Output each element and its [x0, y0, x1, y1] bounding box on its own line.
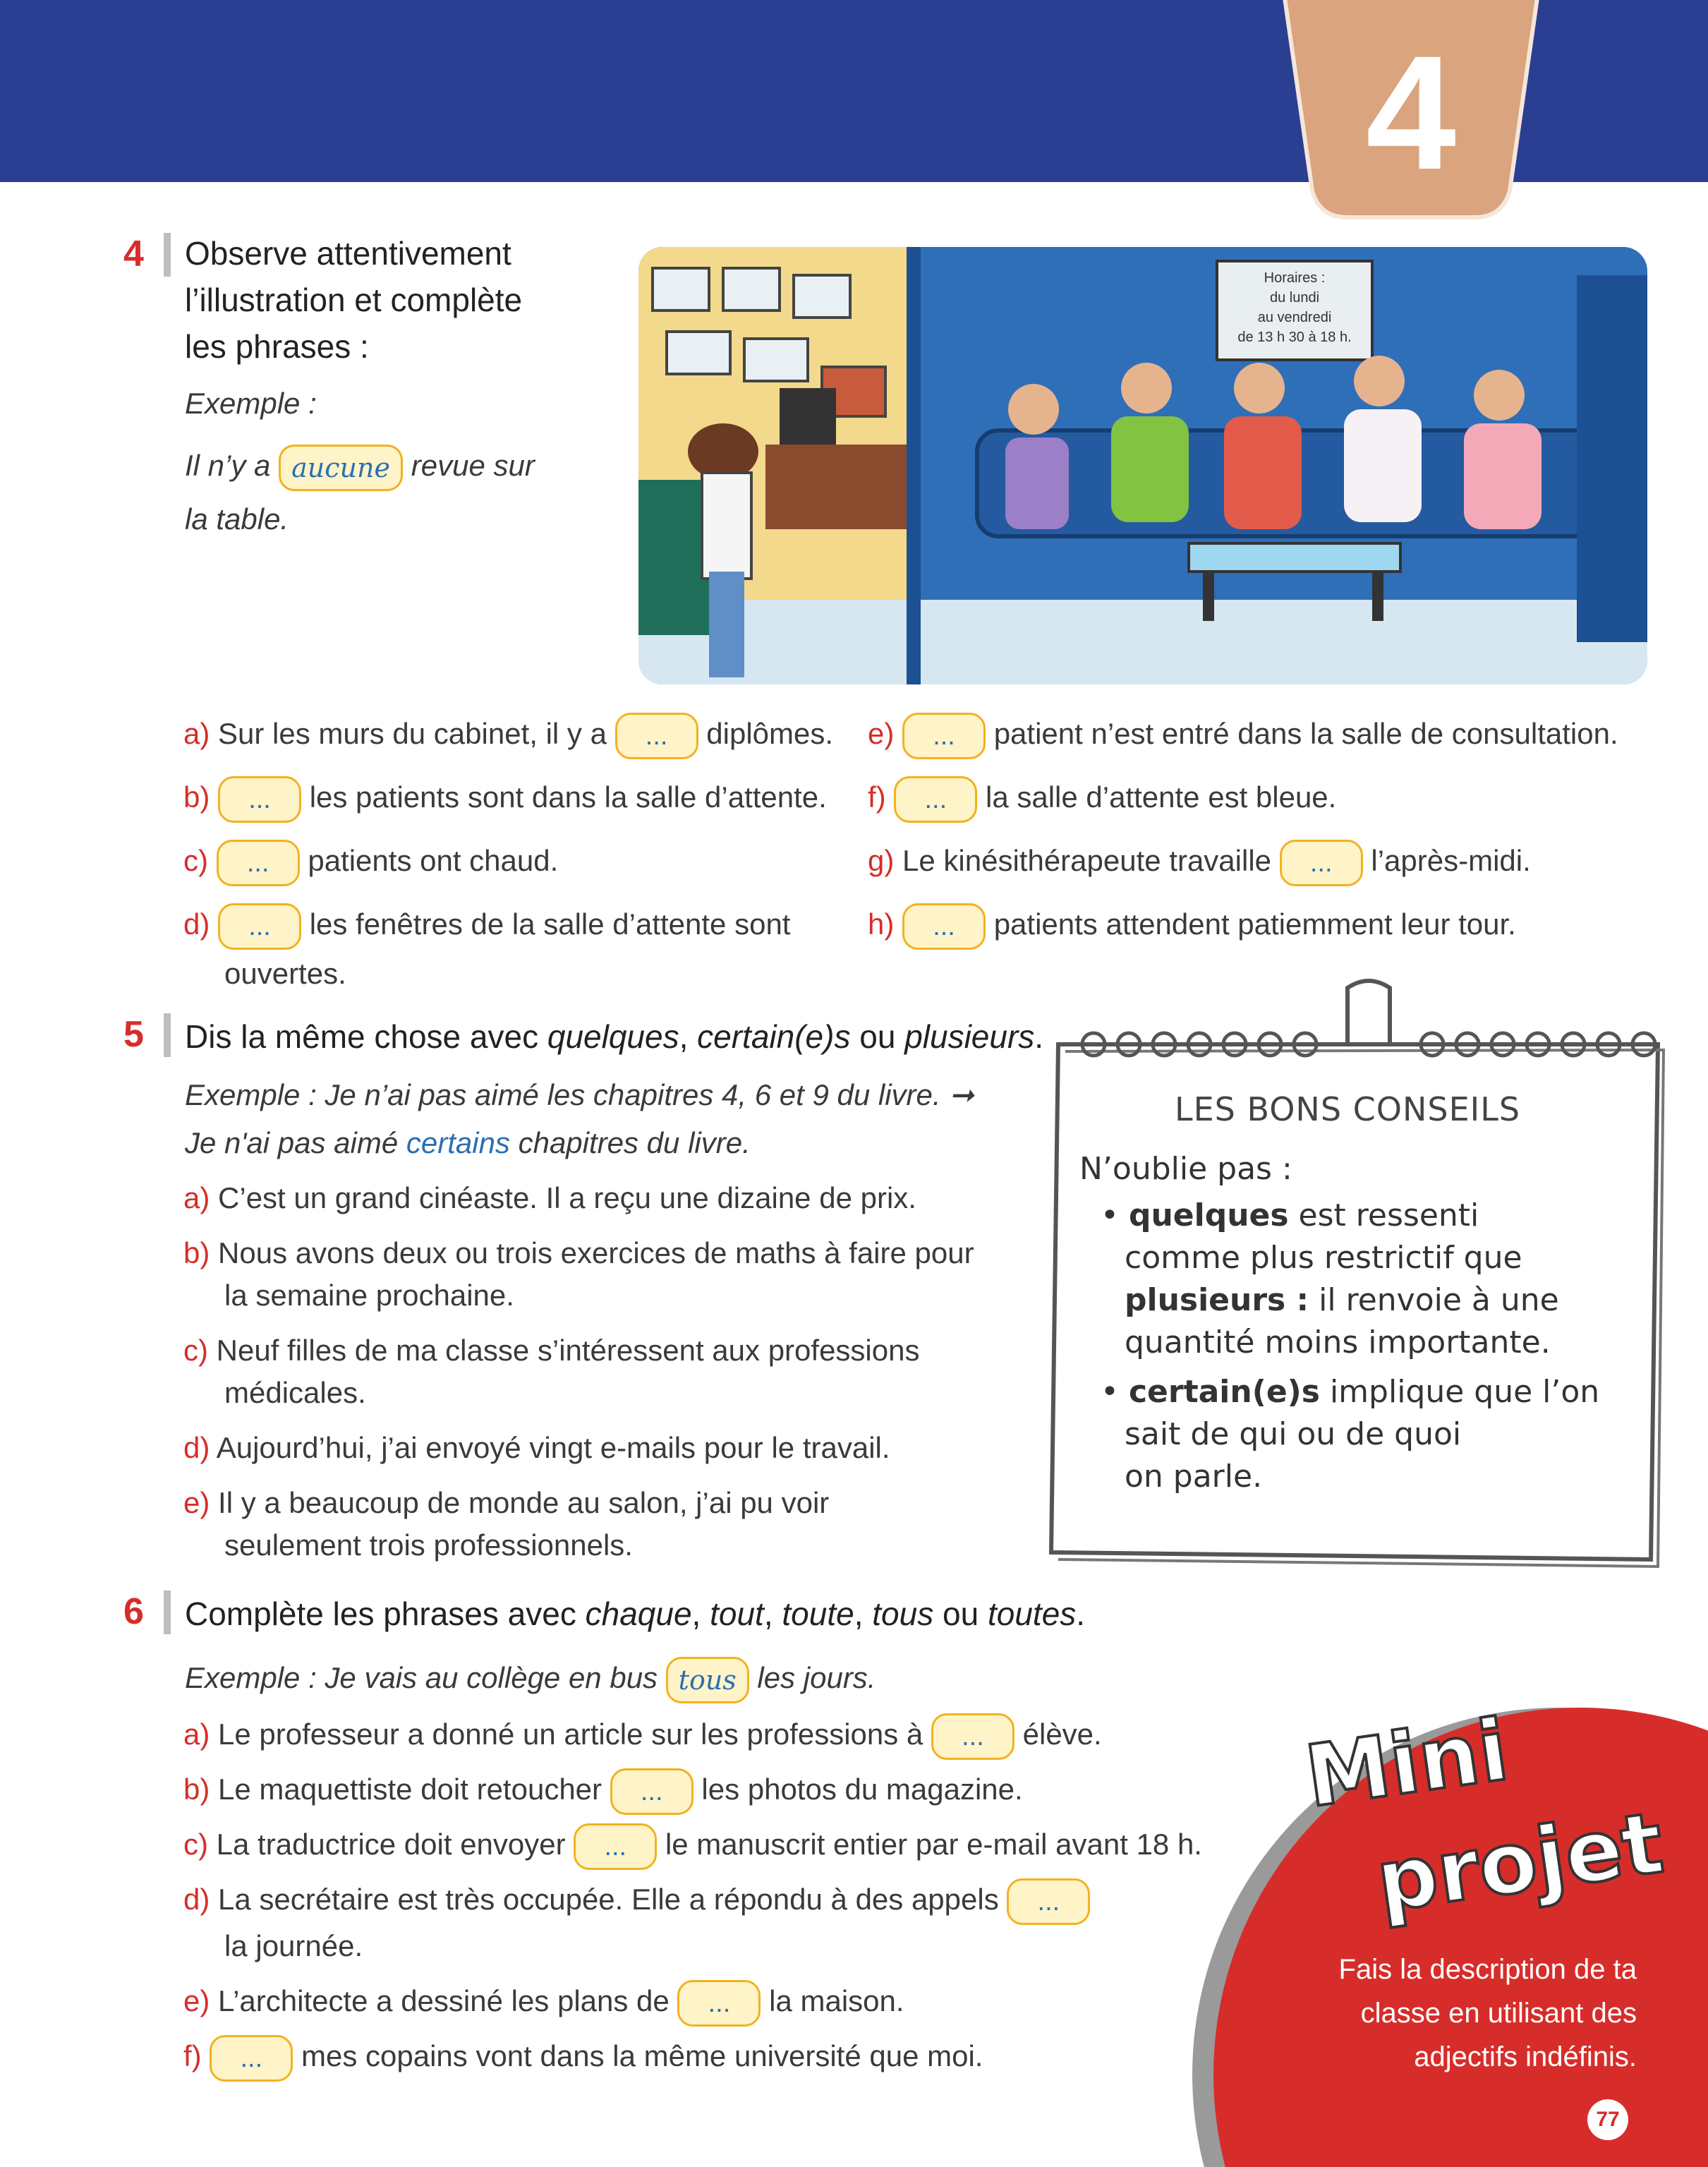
- answer-blank[interactable]: ...: [218, 903, 301, 950]
- answer-blank[interactable]: ...: [574, 1823, 657, 1870]
- sign-line-4: de 13 h 30 à 18 h.: [1237, 330, 1352, 345]
- ex4-item-a: a) Sur les murs du cabinet, il y a ... diplômes.: [183, 713, 833, 759]
- sign-line-3: au vendredi: [1257, 310, 1332, 325]
- ex4-item-d: d) ... les fenêtres de la salle d’attente sont: [183, 903, 790, 950]
- ex4-item-c: c) ... patients ont chaud.: [183, 840, 558, 886]
- tips-bullet-1: • quelques est ressenti comme plus restrictif que plusieurs : il renvoie à une quantité moins importante.: [1101, 1197, 1559, 1360]
- exercise-6-number: 6: [123, 1591, 144, 1632]
- mini-projet-text: Fais la description de ta classe en utilisant des adjectifs indéfinis.: [1338, 1954, 1637, 2072]
- answer-blank[interactable]: ...: [894, 776, 977, 823]
- ex6-item-e: e) L’architecte a dessiné les plans de ... la maison.: [183, 1980, 904, 2027]
- ex6-item-d-cont: la journée.: [224, 1929, 363, 1962]
- exercise-4-example-end: la table.: [185, 502, 289, 536]
- ex5-item-d: d) Aujourd’hui, j’ai envoyé vingt e-mails pour le travail.: [183, 1431, 890, 1464]
- ex6-item-c: c) La traductrice doit envoyer ... le manuscrit entier par e-mail avant 18 h.: [183, 1823, 1202, 1870]
- ex4-item-h: h) ... patients attendent patiemment leur tour.: [868, 903, 1516, 950]
- ex6-item-b: b) Le maquettiste doit retoucher ... les photos du magazine.: [183, 1768, 1023, 1815]
- exercise-4-example-label: Exemple :: [185, 387, 317, 420]
- exercise-4-example: Il n’y a aucune revue sur: [185, 445, 535, 491]
- sign-line-2: du lundi: [1269, 290, 1320, 306]
- tips-intro: N’oublie pas :: [1079, 1151, 1292, 1187]
- exercise-6-instruction: Complète les phrases avec chaque, tout, toute, tous ou toutes.: [185, 1595, 1086, 1632]
- exercise-5-bar: [164, 1013, 171, 1057]
- answer-blank[interactable]: ...: [615, 713, 698, 759]
- exercise-6-example: Exemple : Je vais au collège en bus tous les jours.: [185, 1657, 876, 1703]
- ex4-item-b: b) ... les patients sont dans la salle d’attente.: [183, 776, 827, 823]
- mini-title-2: projet: [1370, 1794, 1669, 1932]
- exercise-4-bar: [164, 233, 171, 277]
- answer-blank[interactable]: ...: [217, 840, 300, 886]
- exercise-5-number: 5: [123, 1014, 144, 1055]
- example-answer-box: tous: [666, 1657, 749, 1703]
- ex4-item-g: g) Le kinésithérapeute travaille ... l’après-midi.: [868, 840, 1531, 886]
- tips-bullet-2: • certain(e)s implique que l’on sait de qui ou de quoi on parle.: [1101, 1374, 1600, 1495]
- ex4-item-d-cont: ouvertes.: [224, 957, 346, 990]
- exercise-5-instruction: Dis la même chose avec quelques, certain(e)s ou plusieurs.: [185, 1018, 1044, 1055]
- exercise-5-items: a) C’est un grand cinéaste. Il a reçu une dizaine de prix. b) Nous avons deux ou trois exercices de maths à faire pour la semaine prochaine. c) Neuf filles de ma classe s’intéressent aux professions médicales. d) Aujourd’hui, j’ai envoyé vingt e-mails pour le travail. e) Il y a beaucoup de monde au salon, j’ai pu voir seulement trois professionnels.: [183, 1177, 1051, 1567]
- answer-blank[interactable]: ...: [218, 776, 301, 823]
- ex5-item-c: c) Neuf filles de ma classe s’intéressent aux professions: [183, 1334, 920, 1367]
- page-number: 77: [1587, 2099, 1628, 2140]
- ex5-item-e: e) Il y a beaucoup de monde au salon, j’ai pu voir: [183, 1486, 830, 1519]
- ex6-item-f: f) ... mes copains vont dans la même université que moi.: [183, 2035, 983, 2082]
- ex6-item-d: d) La secrétaire est très occupée. Elle a répondu à des appels ...: [183, 1878, 1090, 1925]
- answer-blank[interactable]: ...: [210, 2035, 293, 2082]
- mini-title-1: Mini: [1300, 1701, 1515, 1827]
- waiting-room-illustration: [638, 247, 1647, 684]
- example-answer-box: aucune: [279, 445, 403, 491]
- ex5-item-a: a) C’est un grand cinéaste. Il a reçu une dizaine de prix.: [183, 1181, 916, 1214]
- answer-blank[interactable]: ...: [610, 1768, 694, 1815]
- exercise-6-bar: [164, 1590, 171, 1634]
- ex5-item-b: b) Nous avons deux ou trois exercices de maths à faire pour: [183, 1236, 974, 1269]
- exercise-4-instruction: Observe attentivement l’illustration et complète les phrases :: [185, 235, 523, 365]
- answer-blank[interactable]: ...: [1007, 1878, 1090, 1925]
- ex4-item-e: e) ... patient n’est entré dans la salle de consultation.: [868, 713, 1618, 759]
- answer-blank[interactable]: ...: [677, 1980, 761, 2027]
- answer-blank[interactable]: ...: [902, 903, 986, 950]
- exercise-5-example-2: Je n'ai pas aimé certains chapitres du livre.: [185, 1126, 751, 1159]
- exercise-5-example-1: Exemple : Je n’ai pas aimé les chapitres 4, 6 et 9 du livre. ➞: [185, 1078, 974, 1111]
- exercise-4-number: 4: [123, 234, 144, 274]
- mini-projet-panel: [1150, 1679, 1708, 2167]
- answer-blank[interactable]: ...: [902, 713, 986, 759]
- tips-content: [1079, 1090, 1665, 1498]
- answer-blank[interactable]: ...: [1280, 840, 1363, 886]
- sign-line-1: Horaires :: [1264, 270, 1326, 286]
- answer-blank[interactable]: ...: [931, 1713, 1014, 1760]
- tips-title: LES BONS CONSEILS: [1174, 1090, 1521, 1128]
- unit-number: 4: [1366, 22, 1456, 203]
- ex4-item-f: f) ... la salle d’attente est bleue.: [868, 776, 1336, 823]
- ex6-item-a: a) Le professeur a donné un article sur les professions à ... élève.: [183, 1713, 1102, 1760]
